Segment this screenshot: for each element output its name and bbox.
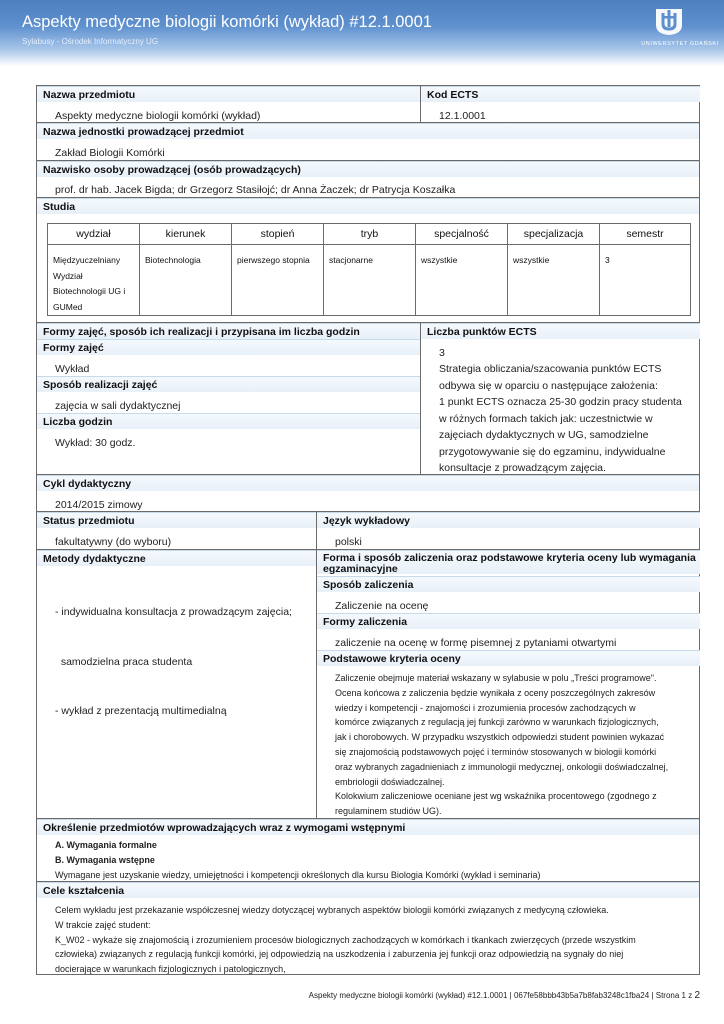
footer-total-pages: 2 [694, 990, 700, 1001]
prereq-content [55, 838, 695, 882]
ects-points-label: Liczba punktów ECTS [421, 323, 700, 339]
column-header: tryb [324, 224, 416, 245]
column-header: wydział [48, 224, 140, 245]
language-label: Język wykładowy [317, 512, 700, 528]
hours-value: Wykład: 30 godz. [55, 437, 136, 449]
divider [420, 86, 421, 123]
language-value: polski [335, 536, 362, 548]
methods-label: Metody dydaktyczne [37, 550, 316, 566]
method-value: zajęcia w sali dydaktycznej [55, 400, 181, 412]
page-title: Aspekty medyczne biologii komórki (wykład) #12.1.0001 [22, 13, 432, 31]
prereq-formal: A. Wymagania formalne [55, 840, 157, 850]
criteria-label: Podstawowe kryteria oceny [317, 650, 700, 666]
ects-code-value: 12.1.0001 [439, 110, 486, 122]
cycle-label: Cykl dydaktyczny [37, 475, 699, 491]
column-header: kierunek [140, 224, 232, 245]
ects-code-label: Kod ECTS [421, 86, 700, 102]
logo-text: UNIWERSYTET GDAŃSKI [641, 41, 719, 47]
prereq-label: Określenie przedmiotów wprowadzających wraz z wymogami wstępnymi [37, 819, 699, 835]
teachers-label: Nazwisko osoby prowadzącej (osób prowadzących) [37, 161, 699, 177]
goals-label: Cele kształcenia [37, 882, 699, 898]
syllabus-document [36, 85, 700, 975]
university-logo [641, 7, 719, 52]
methods-list [55, 571, 310, 753]
hours-label: Liczba godzin [37, 413, 420, 429]
unit-value: Zakład Biologii Komórki [55, 147, 165, 159]
studies-table [47, 223, 691, 316]
assessment-label: Forma i sposób zaliczenia oraz podstawowe kryteria oceny lub wymagania egzaminacyjne [317, 550, 700, 574]
table-cell: stacjonarne [324, 245, 416, 316]
table-cell: Biotechnologia [140, 245, 232, 316]
prereq-prior: B. Wymagania wstępne [55, 854, 155, 865]
assessment-forms-value: zaliczenie na ocenę w formę pisemnej z pytaniami otwartymi [335, 637, 617, 649]
university-crest-icon [654, 7, 684, 36]
list-item: - wykład z prezentacją multimedialną [55, 705, 227, 717]
list-item: - indywidualna konsultacja z prowadzącym zajęcia; [55, 606, 292, 618]
ects-strategy-text: Strategia obliczania/szacowania punktów ECTS odbywa się w oparciu o następujące założenia: 1 punkt ECTS oznacza 25-30 godzin pracy studenta w różnych formach takich jak: uczestnictwie w zajęciach dydaktycznych w UG, samodzielne przygotowywanie się do egzaminu, indywidualne konsultacje z prowadzącym zajęcia. [439, 363, 682, 474]
cycle-value: 2014/2015 zimowy [55, 499, 143, 511]
column-header: specjalność [416, 224, 508, 245]
studies-header-row [48, 224, 691, 245]
table-cell: wszystkie [416, 245, 508, 316]
goals-text: Celem wykładu jest przekazanie współczesnej wiedzy dotyczącej wybranych aspektów biologii komórki związanych z medycyną człowieka. W trakcie zajęć student: K_W02 - wykaże się znajomością i zrozumieniem procesów biologicznych zachodzących w komórkach i tkankach zwierzęcych (przede wszystkim człowieka) związanych z regulacją funkcji komórki, jej odpowiedzią na uszkodzenia i zaburzenia jej funkcji oraz odpowiedzią na sygnały do niej docierające w warunkach fizjologicznych i patologicznych, [55, 905, 636, 975]
forms-value: Wykład [55, 363, 90, 375]
ects-points-value: 3 [439, 347, 445, 359]
column-header: semestr [600, 224, 691, 245]
column-header: stopień [232, 224, 324, 245]
page-footer [309, 990, 700, 1001]
prereq-text: Wymagane jest uzyskanie wiedzy, umiejętności i kompetencji określonych dla kursu Biologia Komórki (wykład i seminaria) [55, 869, 541, 880]
divider [420, 323, 421, 474]
status-value: fakultatywny (do wyboru) [55, 536, 172, 548]
list-item: samodzielna praca studenta [55, 655, 193, 668]
status-label: Status przedmiotu [37, 512, 316, 528]
course-name-label: Nazwa przedmiotu [37, 86, 420, 102]
page-header [0, 0, 724, 66]
table-cell: pierwszego stopnia [232, 245, 324, 316]
criteria-text: Zaliczenie obejmuje materiał wskazany w sylabusie w polu „Treści programowe". Ocena końcowa z zaliczenia będzie wynikała z oceny poszczególnych zakresów wiedzy i kompetencji - znajomości i zrozumienia procesów zachodzących w komórce związanych z regulacją jej funkcji zarówno w warunkach fizjologicznych, jak i chorobowych. W przypadku wszystkich odpowiedzi student powinien wykazać się znajomością podstawowych pojęć i terminów stosowanych w biologii komórki oraz wybranych zagadnieniach z immunologii medycznej, onkologii doświadczalnej, embriologii doświadczalnej. Kolokwium zaliczeniowe oceniane jest wg wskaźnika procentowego (zgodnego z regulaminem studiów UG). [335, 673, 669, 817]
course-name-value: Aspekty medyczne biologii komórki (wykład) [55, 110, 261, 122]
column-header: specjalizacja [508, 224, 600, 245]
table-cell: wszystkie [508, 245, 600, 316]
unit-label: Nazwa jednostki prowadzącej przedmiot [37, 123, 699, 139]
assessment-method-label: Sposób zaliczenia [317, 576, 700, 592]
footer-text: Aspekty medyczne biologii komórki (wykład) #12.1.0001 | 067fe58bbb43b5a7b8fab3248c1fba24 | Strona 1 z [308, 991, 693, 1000]
teachers-value: prof. dr hab. Jacek Bigda; dr Grzegorz Stasiłojć; dr Anna Żaczek; dr Patrycja Koszałka [55, 184, 456, 196]
assessment-forms-label: Formy zaliczenia [317, 613, 700, 629]
studies-label: Studia [37, 198, 699, 214]
forms-label: Formy zajęć [37, 339, 420, 355]
table-cell: 3 [600, 245, 691, 316]
forms-section-label: Formy zajęć, sposób ich realizacji i przypisana im liczba godzin [37, 323, 420, 339]
table-cell: Międzyuczelniany Wydział Biotechnologii UG i GUMed [48, 245, 140, 316]
table-row [48, 245, 691, 316]
assessment-method-value: Zaliczenie na ocenę [335, 600, 429, 612]
method-label: Sposób realizacji zajęć [37, 376, 420, 392]
page-subtitle: Sylabusy - Ośrodek Informatyczny UG [22, 37, 159, 46]
